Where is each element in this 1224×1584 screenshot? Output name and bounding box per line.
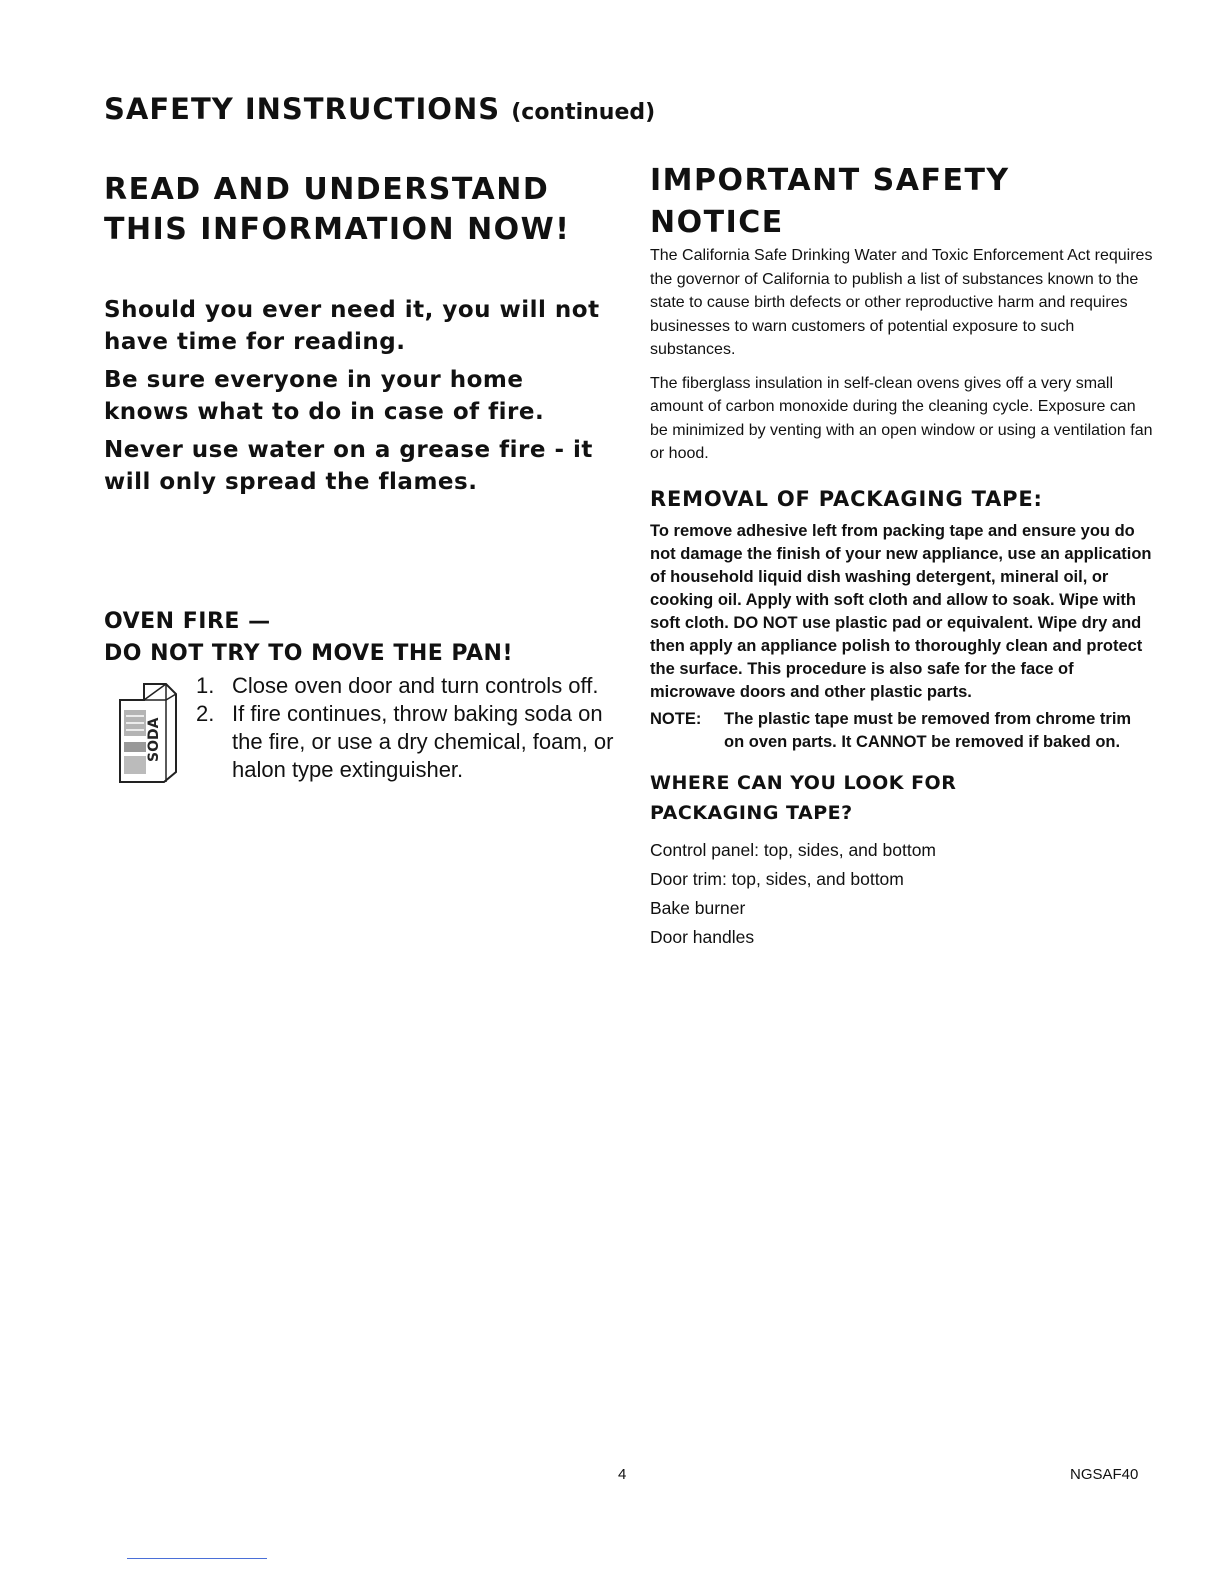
header-title: SAFETY INSTRUCTIONS [104,92,501,126]
baking-soda-box-icon [106,676,186,786]
notice-line-1: IMPORTANT SAFETY [650,163,1010,198]
california-act-paragraph: The California Safe Drinking Water and Toxic Enforcement Act requires the governor of California to publish a list of substances known to the state to cause birth defects or other reproductive harm and requires businesses to warn customers of potential exposure to such substances. [650,247,1153,358]
list-item: Door handles [650,926,755,947]
step-item [196,672,614,700]
look-heading-line-1: WHERE CAN YOU LOOK FOR [650,771,957,794]
list-item: Door trim: top, sides, and bottom [650,868,904,889]
oven-fire-instructions [104,672,614,784]
soda-label: SODA [146,717,162,762]
list-item: Bake burner [650,897,746,918]
page-header [104,92,655,126]
list-item: Control panel: top, sides, and bottom [650,839,937,860]
removal-instructions: To remove adhesive left from packing tape and ensure you do not damage the finish of your new appliance, use an application of household liquid dish washing detergent, mineral oil, or cooking oil. Apply with soft cloth and allow to soak. Wipe with soft cloth. DO NOT use plastic pad or equivalent. Wipe dry and then apply an appliance polish to thoroughly clean and protect the surface. This procedure is also safe for the face of microwave doors and other plastic parts. [650,521,1152,701]
page-number: 4 [618,1466,627,1483]
warning-grease-fire: Never use water on a grease fire - it will only spread the flames. [104,437,593,495]
step-text: If fire continues, throw baking soda on the fire, or use a dry chemical, foam, or halon type extinguisher. [232,701,614,782]
oven-fire-line-1: OVEN FIRE — [104,609,271,634]
notice-line-2: NOTICE [650,205,784,240]
header-continued: (continued) [511,100,656,125]
heading-line-2: THIS INFORMATION NOW! [104,212,571,247]
note-text: The plastic tape must be removed from chrome trim on oven parts. It CANNOT be removed if baked on. [724,709,1132,751]
step-number: 1. [196,673,215,698]
heading-line-1: READ AND UNDERSTAND [104,172,550,207]
left-column [104,170,614,784]
right-column [650,160,1155,952]
fiberglass-paragraph: The fiberglass insulation in self-clean ovens gives off a very small amount of carbon monoxide during the cleaning cycle. Exposure can be minimized by venting with an open window or using a ventilation fan or hood. [650,374,1153,462]
document-code: NGSAF40 [1070,1466,1139,1483]
oven-fire-steps [196,672,614,784]
read-understand-heading [104,170,614,250]
removal-packaging-tape-heading: REMOVAL OF PACKAGING TAPE: [650,486,1043,511]
note-label: NOTE: [650,709,702,728]
warning-everyone-knows: Be sure everyone in your home knows what to do in case of fire. [104,367,545,425]
where-to-look-heading [650,768,1155,828]
look-heading-line-2: PACKAGING TAPE? [650,801,853,824]
scan-artifact-line [127,1558,267,1559]
important-safety-notice-heading [650,160,1155,244]
note-block [650,708,1155,754]
oven-fire-line-2: DO NOT TRY TO MOVE THE PAN! [104,641,514,666]
step-text: Close oven door and turn controls off. [232,673,599,698]
tape-locations-list [650,836,1155,952]
warning-no-time: Should you ever need it, you will not have time for reading. [104,297,600,355]
step-number: 2. [196,701,215,726]
oven-fire-heading [104,606,614,670]
step-item [196,700,614,784]
